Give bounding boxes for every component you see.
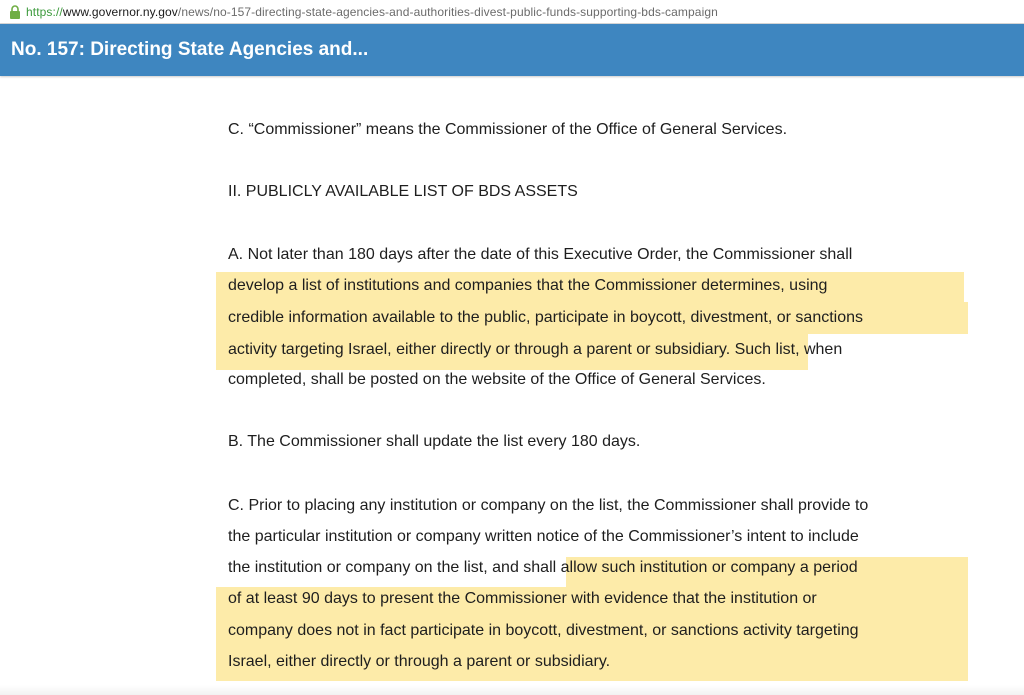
paragraph-line: B. The Commissioner shall update the list every 180 days. [228, 433, 641, 450]
clipped-text-line [228, 70, 288, 80]
url-text[interactable] [26, 5, 718, 19]
url-path: /news/no-157-directing-state-agencies-and-authorities-divest-public-funds-supporting-bds-campaign [177, 4, 718, 19]
url-scheme: https:// [26, 4, 63, 19]
paragraph-line: of at least 90 days to present the Commissioner with evidence that the institution or [228, 590, 817, 607]
address-bar[interactable] [0, 0, 1024, 24]
paragraph-line: C. “Commissioner” means the Commissioner of the Office of General Services. [228, 121, 788, 138]
paragraph-line: completed, shall be posted on the website of the Office of General Services. [228, 371, 766, 388]
paragraph-line: C. Prior to placing any institution or company on the list, the Commissioner shall provide to [228, 497, 869, 514]
title-banner [0, 24, 1024, 76]
paragraph-line: Israel, either directly or through a parent or subsidiary. [228, 653, 611, 670]
page-title: No. 157: Directing State Agencies and... [11, 39, 369, 60]
lock-icon [8, 4, 22, 20]
paragraph-line: the particular institution or company written notice of the Commissioner’s intent to include [228, 528, 859, 545]
paragraph-line: develop a list of institutions and companies that the Commissioner determines, using [228, 277, 828, 294]
paragraph-line: the institution or company on the list, and shall allow such institution or company a period [228, 559, 858, 576]
paragraph-line: credible information available to the public, participate in boycott, divestment, or sanctions [228, 309, 864, 326]
url-host: www.governor.ny.gov [62, 4, 178, 19]
section-heading: II. PUBLICLY AVAILABLE LIST OF BDS ASSETS [228, 183, 578, 200]
bottom-edge [0, 685, 1024, 695]
paragraph-line: A. Not later than 180 days after the date of this Executive Order, the Commissioner shall [228, 246, 853, 263]
paragraph-line: company does not in fact participate in boycott, divestment, or sanctions activity targeting [228, 622, 859, 639]
paragraph-line: activity targeting Israel, either directly or through a parent or subsidiary. Such list, when [228, 341, 843, 358]
